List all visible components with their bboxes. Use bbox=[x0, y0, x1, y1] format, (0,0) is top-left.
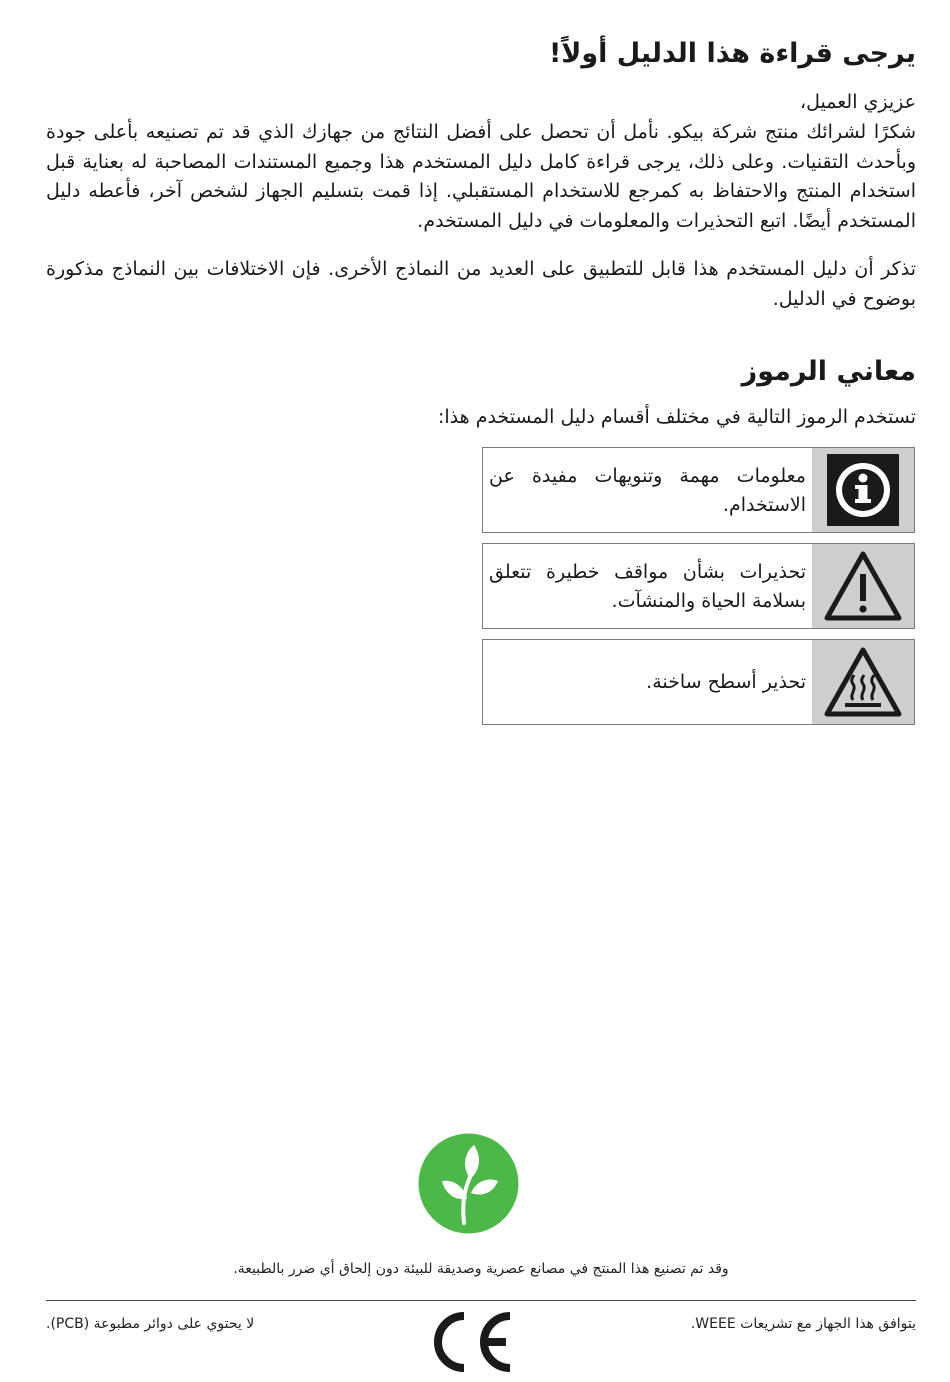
symbol-text: تحذير أسطح ساخنة. bbox=[646, 671, 806, 693]
symbol-text: معلومات مهمة وتنويهات مفيدة عن الاستخدام. bbox=[489, 465, 806, 516]
weee-statement: يتوافق هذا الجهاز مع تشريعات WEEE. bbox=[690, 1316, 916, 1332]
pcb-statement: لا يحتوي على دوائر مطبوعة (PCB). bbox=[46, 1316, 255, 1332]
info-icon bbox=[812, 448, 914, 532]
footer-divider bbox=[46, 1300, 916, 1301]
symbol-box-warning bbox=[482, 543, 915, 629]
symbol-box-hot-surface bbox=[482, 639, 915, 725]
eco-leaf-icon bbox=[418, 1133, 519, 1234]
page-title: يرجى قراءة هذا الدليل أولاً! bbox=[548, 38, 916, 69]
symbols-intro: تستخدم الرموز التالية في مختلف أقسام دليل المستخدم هذا: bbox=[437, 406, 916, 428]
hot-surface-icon bbox=[812, 640, 914, 724]
symbol-text: تحذيرات بشأن مواقف خطيرة تتعلق بسلامة الحياة والمنشآت. bbox=[489, 561, 806, 612]
eco-statement: وقد تم تصنيع هذا المنتج في مصانع عصرية وصديقة للبيئة دون إلحاق أي ضرر بالطبيعة. bbox=[233, 1261, 729, 1277]
intro-paragraph: شكرًا لشرائك منتج شركة بيكو. نأمل أن تحصل على أفضل النتائج من جهازك الذي قد تم تصنيعه بأعلى جودة وبأحدث التقنيات. وعلى ذلك، يرجى قراءة كامل دليل المستخدم هذا وجميع المستندات المصاحبة له بعناية قبل استخدام المنتج والاحتفاظ به كمرجع للاستخدام المستقبلي. إذا قمت بتسليم الجهاز لشخص آخر، فأعطه دليل المستخدم أيضًا. اتبع التحذيرات والمعلومات في دليل المستخدم. bbox=[46, 121, 916, 232]
symbols-heading: معاني الرموز bbox=[741, 356, 916, 387]
symbol-box-info bbox=[482, 447, 915, 533]
ce-mark-icon bbox=[424, 1310, 514, 1374]
models-note-paragraph: تذكر أن دليل المستخدم هذا قابل للتطبيق على العديد من النماذج الأخرى. فإن الاختلافات بين النماذج مذكورة بوضوح في الدليل. bbox=[46, 258, 916, 310]
greeting: عزيزي العميل، bbox=[800, 91, 916, 113]
warning-icon bbox=[812, 544, 914, 628]
